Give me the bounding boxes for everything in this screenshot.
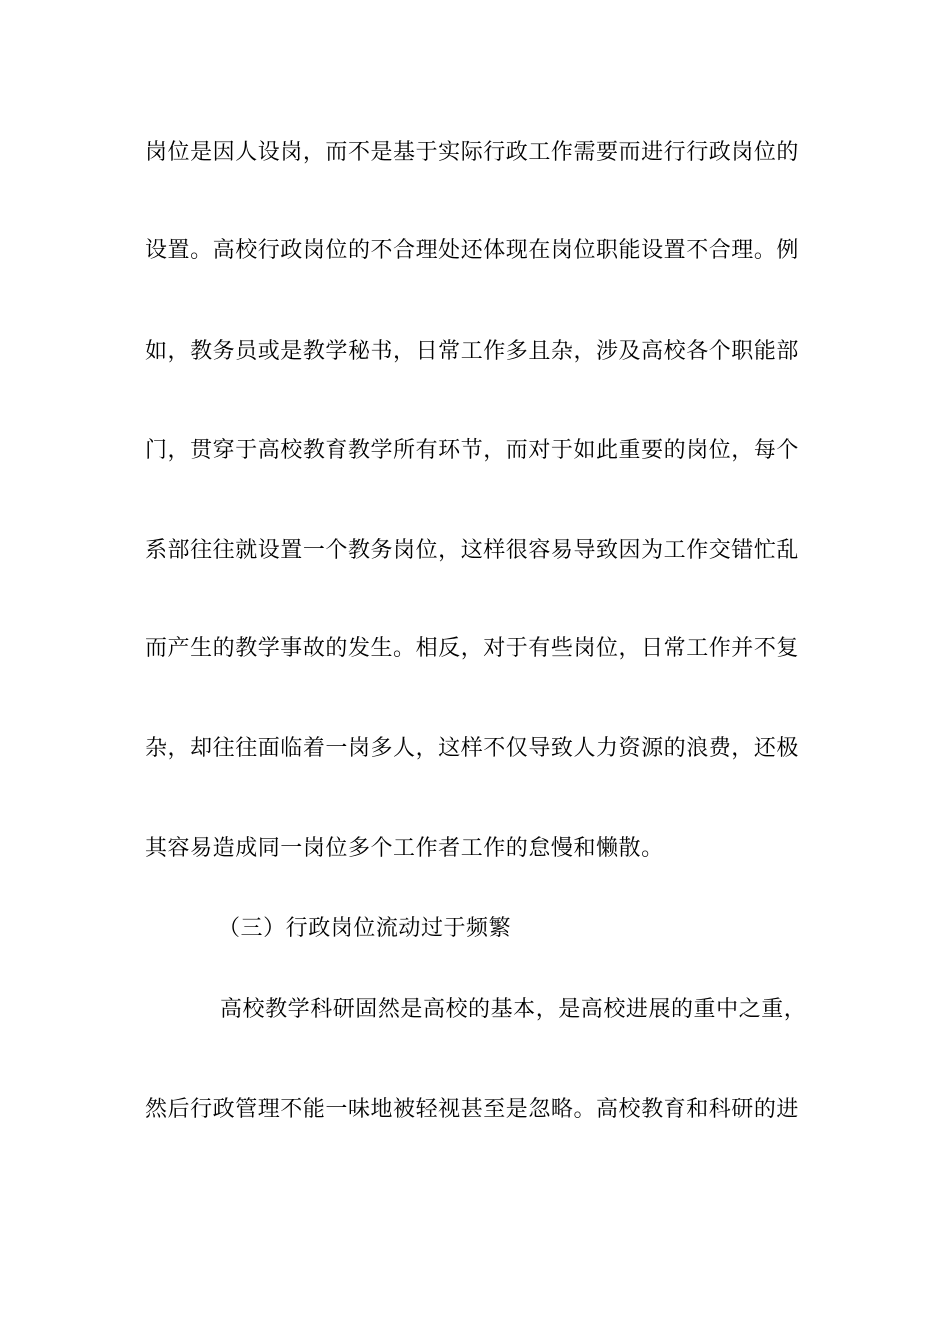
paragraph-line: 杂，却往往面临着一岗多人，这样不仅导致人力资源的浪费，还极 [145,736,799,761]
paragraph-line: 而产生的教学事故的发生。相反，对于有些岗位，日常工作并不复 [145,636,799,661]
paragraph-line: 系部往往就设置一个教务岗位，这样很容易导致因为工作交错忙乱 [145,538,799,563]
paragraph-line: 其容易造成同一岗位多个工作者工作的怠慢和懒散。 [145,836,664,861]
section-heading: （三）行政岗位流动过于频繁 [218,916,512,941]
paragraph-line: 门，贯穿于高校教育教学所有环节，而对于如此重要的岗位，每个 [145,438,799,463]
paragraph-line: 高校教学科研固然是高校的基本，是高校进展的重中之重， [220,997,807,1022]
paragraph-line: 然后行政管理不能一味地被轻视甚至是忽略。高校教育和科研的进 [145,1097,799,1122]
paragraph-line: 岗位是因人设岗，而不是基于实际行政工作需要而进行行政岗位的 [145,140,799,165]
paragraph-line: 如，教务员或是教学秘书，日常工作多且杂，涉及高校各个职能部 [145,339,799,364]
paragraph-line: 设置。高校行政岗位的不合理处还体现在岗位职能设置不合理。例 [145,238,799,263]
